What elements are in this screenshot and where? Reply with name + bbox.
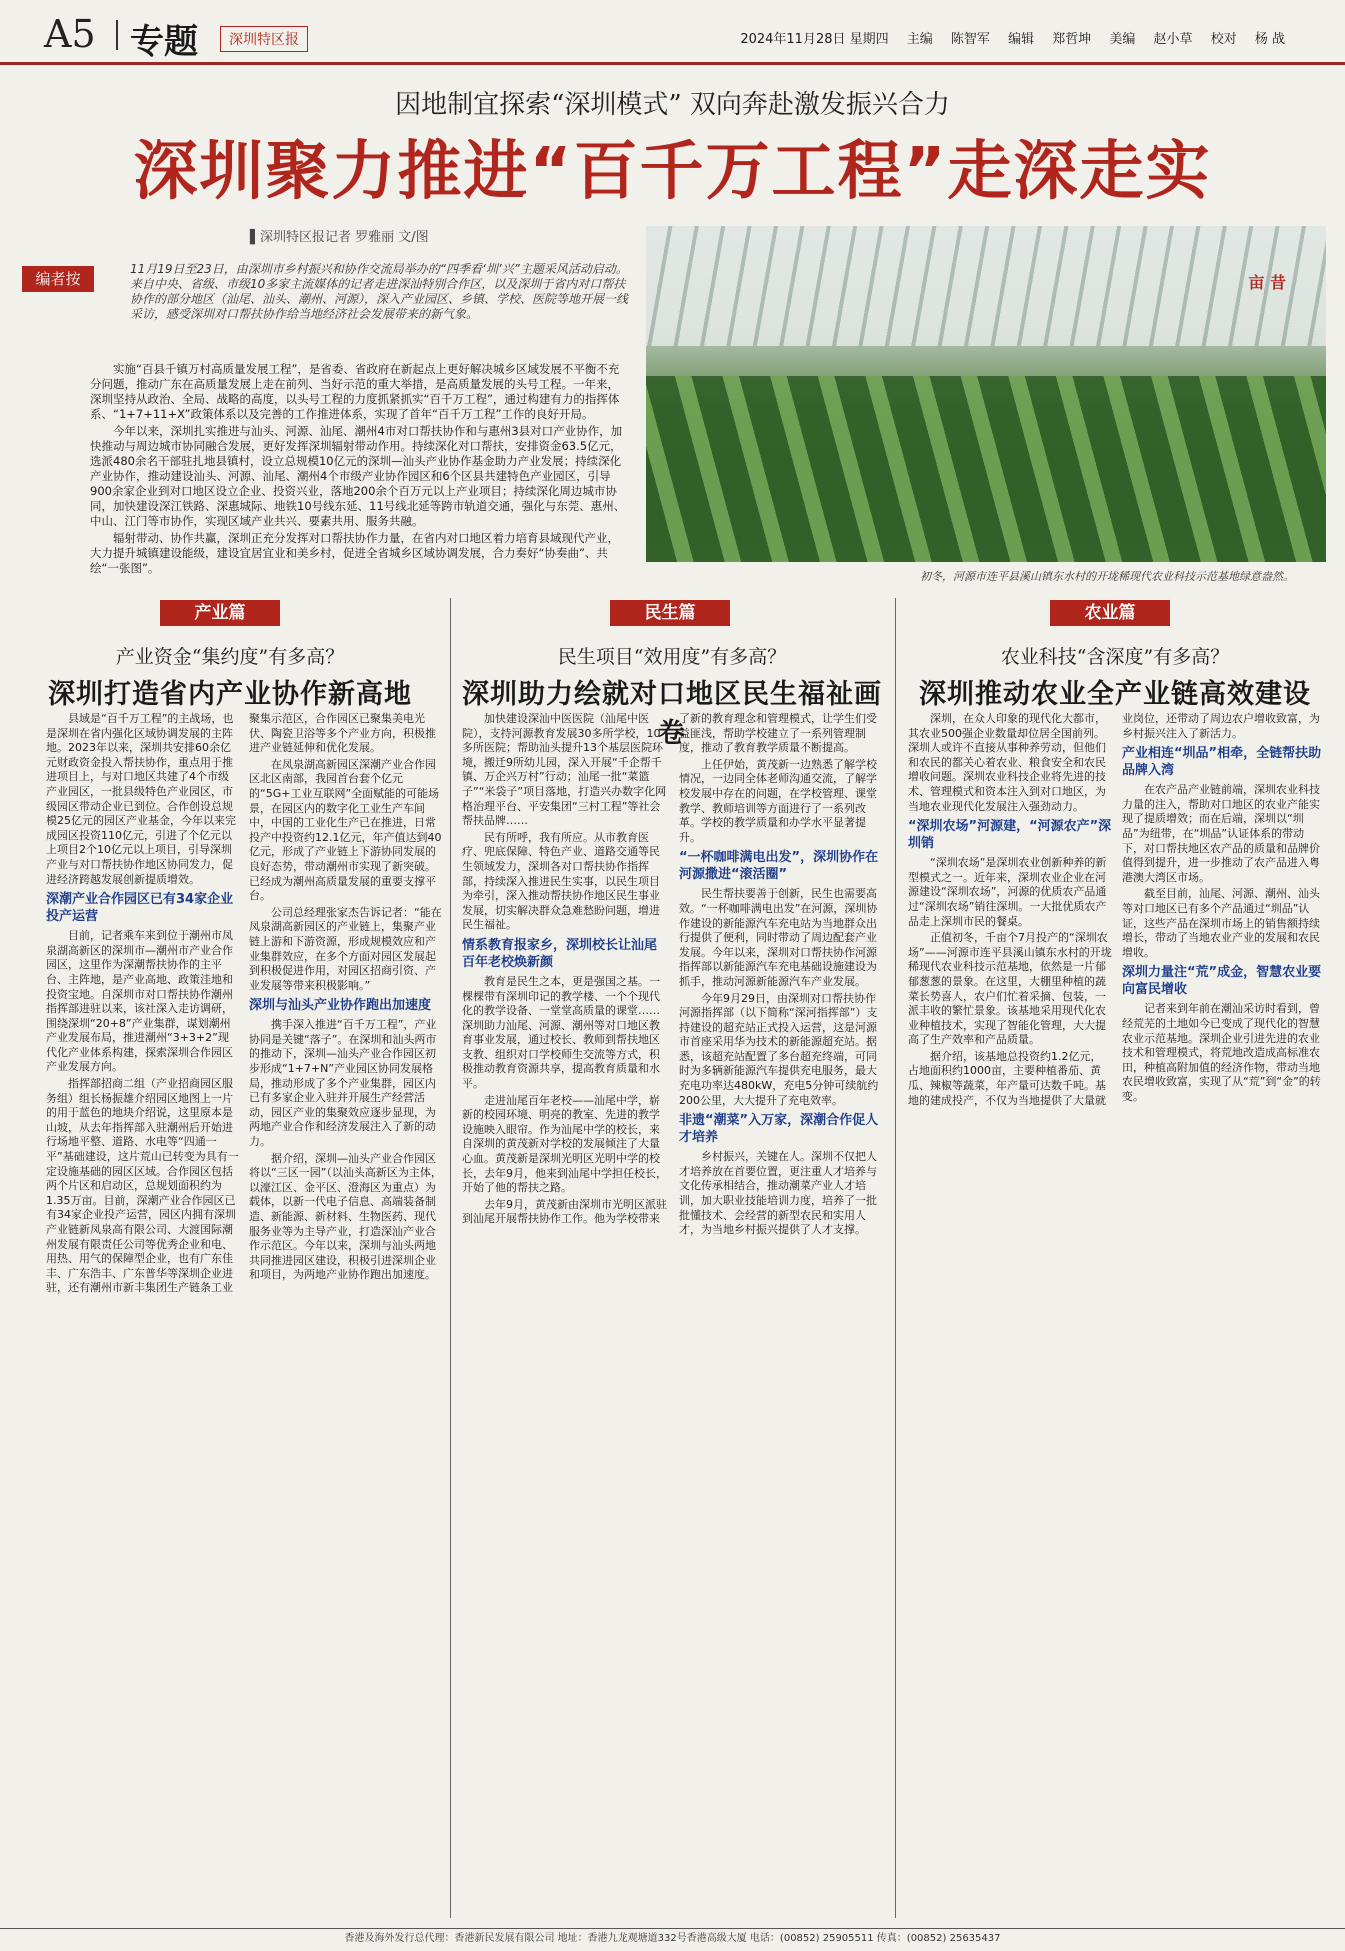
designer-role: 美编	[1109, 32, 1136, 47]
livelihood-title: 深圳助力绘就对口地区民生福祉画卷	[462, 679, 882, 749]
sub-heading: 深潮产业合作园区已有34家企业投产运营	[46, 892, 234, 925]
agriculture-section-tag: 农业篇	[1050, 600, 1170, 626]
agriculture-title: 深圳推动农业全产业链高效建设	[919, 679, 1311, 710]
greenhouse-roof	[646, 226, 1326, 346]
article-subtitle: 因地制宜探索“深圳模式” 双向奔赴激发振兴合力	[395, 90, 950, 120]
body-paragraph: 据介绍，该基地总投资约1.2亿元，占地面积约1000亩，主要种植番茄、黄瓜、辣椒等蔬菜，年产量可达数千吨。基地的建成投产，不仅为当地提供了大量就业岗位，还带动了周边农户增收致富，为乡村振兴注入了新活力。	[908, 712, 1320, 1107]
body-paragraph: 加快建设深汕中医医院（汕尾中医院），支持河源教育发展30多所学校，10多所医院；帮助汕头提升13个基层医院环境，搬迁9所幼儿园，深入开展“千企帮千镇、万企兴万村”行动；汕尾一批“菜篮子”“米袋子”项目落地，打造兴办数字化网格治理平台、平安集团“三村工程”等社会帮扶品牌……	[462, 712, 667, 828]
sub-heading: 深圳与汕头产业协作跑出加速度	[249, 998, 432, 1014]
photo-sign: 亩 昔	[1248, 273, 1286, 292]
column-divider	[895, 598, 896, 1918]
body-paragraph: “深圳农场”是深圳农业创新种养的新型模式之一。近年来，深圳农业企业在河源建设“深圳农场”，河源的优质农产品通过“深圳农场”销往深圳。一大批优质农产品走上深圳市民的餐桌。	[908, 856, 1107, 928]
editor-note: 11月19日至23日，由深圳市乡村振兴和协作交流局举办的“四季看‘圳’兴”主题采风活动启动。来自中央、省级、市级10多家主流媒体的记者走进深汕特别合作区，以及深圳于省内对口帮扶协作的部分地区（汕尾、汕头、潮州、河源），深入产业园区、乡镇、学校、医院等地开展一线采访，感受深圳对口帮扶协作给当地经济社会发展带来的新气象。	[130, 262, 629, 321]
sub-heading: “深圳农场”河源建，“河源农产”深圳销	[908, 819, 1112, 852]
page-header	[0, 0, 1345, 65]
industry-subtitle: 产业资金“集约度”有多高？	[115, 646, 345, 668]
body-paragraph: 记者来到年前在潮汕采访时看到，曾经荒芜的土地如今已变成了现代化的智慧农业示范基地。深圳企业引进先进的农业技术和管理模式，将荒地改造成高标准农田，种植高附加值的经济作物，带动当地农民增收致富，实现了从“荒”到“金”的转变。	[1122, 1002, 1321, 1103]
body-paragraph: 走进汕尾百年老校——汕尾中学，崭新的校园环境、明亮的教室、先进的教学设施映入眼帘。作为汕尾中学的校长，来自深圳的黄茂新对学校的发展倾注了大量心血。黄茂新是深圳光明区光明中学的校长，去年9月，他来到汕尾中学担任校长，开始了他的帮扶之路。	[462, 1093, 667, 1195]
editor-role: 主编	[906, 32, 933, 47]
body-paragraph: 截至目前，汕尾、河源、潮州、汕头等对口地区已有多个产品通过“圳品”认证，这些产品在深圳市场上的销售额持续增长，带动了当地农业产业的发展和农民增收。	[1122, 887, 1320, 959]
header-divider	[116, 20, 118, 50]
sub-heading: 产业相连“圳品”相牵，全链帮扶助品牌入湾	[1122, 746, 1322, 779]
body-paragraph: 目前，记者乘车来到位于潮州市凤泉湖高新区的深圳市—潮州市产业合作园区，这里作为深潮帮扶协作的主平台、主阵地，是产业高地、政策洼地和投资宝地。自深圳市对口帮扶协作潮州指挥部进驻以来，该社深入走访调研，围绕深圳“20+8”产业集群，谋划潮州产业发展布局，推进潮州“3+3+2”现代化产业体系构建，探索深圳合作园区产业发展方向。	[46, 929, 233, 1074]
body-paragraph: 在凤泉湖高新园区深潮产业合作园区北区南部，我园首台套个亿元的“5G+工业互联网”全面赋能的可能场景，在园区内的数字化工业生产车间中，中国的工业化生产已在推进，日常投产中投资约12.1亿元，年产值达到40亿元，形成了产业链上下游协同发展的良好态势，带动潮州市实现了新突破。已经成为潮州高质量发展的重要支撑平台。	[249, 757, 442, 903]
newspaper-logo: 深圳特区报	[220, 26, 308, 52]
body-paragraph: 深圳，在众人印象的现代化大都市，其农业500强企业数量却位居全国前列。深圳人或许不直接从事种养劳动，但他们和农民的都关心着农业、粮食安全和农民增收问题。深圳农业科技企业将先进的技术、管理模式和资本注入到对口地区，为当地农业现代化发展注入强劲动力。	[908, 712, 1106, 813]
body-paragraph: 指挥部招商二组（产业招商园区服务组）组长杨振雄介绍园区地图上一片的用于蓝色的地块介绍说，这里原本是山坡，从去年指挥部入驻潮州后开始进行场地平整、道路、水电等“四通一平”基础建设，这片荒山已转变为具有一定设施基础的园区区域。合作园区包括两个片区和启动区，总规划面积约为1.35万亩。目前，深潮产业合作园区已有34家企业投产运营，园区内拥有深圳产业链新凤泉高有限公司、大渡国际潮州发展有限责任公司等优秀企业和电、用热、用气的保障型企业，也有广东佳丰、广东浩丰、广东普华等深圳企业进驻，还有潮州市新丰集团生产链条工业聚集示范区，合作园区已聚集美电光伏、陶瓷卫浴等多个产业方向，积极推进产业链延伸和优化发展。	[46, 712, 436, 1295]
agriculture-column	[908, 712, 1326, 1924]
body-paragraph: 民有所呼，我有所应。从市教育医疗、兜底保障、特色产业、道路交通等民生领域发力，深圳各对口帮扶协作指挥部，持续深入推进民生实事，以民生项目为牵引，深入推动帮扶协作地区民生事业发展，切实解决群众急难愁盼问题，增进民生福祉。	[462, 830, 660, 932]
body-paragraph: 上任伊始，黄茂新一边熟悉了解学校情况，一边同全体老师沟通交流，了解学校发展中存在的问题，在学校管理、课堂教学、教师培训等方面进行了一系列改革。学校的教学质量和办学水平显著提升。	[679, 757, 877, 844]
compiler-role: 编辑	[1008, 32, 1035, 47]
intro-text	[90, 362, 630, 575]
industry-column	[46, 712, 442, 1924]
compiler-name: 郑哲坤	[1052, 32, 1092, 47]
proof-name: 杨 战	[1254, 32, 1285, 47]
greenhouse-photo	[646, 226, 1326, 562]
intro-paragraph: 今年以来，深圳扎实推进与汕头、河源、汕尾、潮州4市对口帮扶协作和与惠州3县对口产业协作，加快推动与周边城市协同融合发展，更好发挥深圳辐射带动作用。持续深化对口帮扶，安排资金63.5亿元，选派480余名干部驻扎地县镇村，设立总规模10亿元的深圳—汕头产业协作基金助力产业发展；持续深化产业协作，推动建设汕头、河源、汕尾、潮州4个市级产业协作园区和6个区县共建特色产业园区，引导900余家企业到对口地区设立企业、投资兴业，落地200余个百万元以上产业项目；持续深化周边城市协同，加快建设深江铁路、深惠城际、地铁10号线东延、11号线北延等跨市轨道交通，强化与东莞、惠州、中山、江门等市协作，实现区域产业共兴、要素共用、服务共融。	[90, 424, 626, 528]
sub-heading: 非遗“潮菜”入万家，深潮合作促人才培养	[679, 1113, 879, 1146]
livelihood-subtitle: 民生项目“效用度”有多高？	[557, 646, 787, 668]
body-paragraph: 去年9月，黄茂新由深圳市光明区派驻到汕尾开展帮扶协作工作。他为学校带来了新的教育理念和管理模式，让学生们受益匪浅，帮助学校建立了一系列管理制度，推动了教育教学质量不断提高。	[462, 712, 877, 1226]
page-number: A5	[44, 12, 96, 56]
intro-paragraph: 实施“百县千镇万村高质量发展工程”，是省委、省政府在新起点上更好解决城乡区域发展不平衡不充分问题，推动广东在高质量发展上走在前列、当好示范的重大举措，是高质量发展的头号工程。一年来，深圳坚持从政治、全局、战略的高度，以头号工程的力度抓紧抓实“百千万工程”，通过构建有力的指挥体系、“1+7+11+X”政策体系以及完善的工作推进体系，实现了首年“百千万工程”工作的良好开局。	[90, 362, 620, 421]
issue-date: 2024年11月28日 星期四	[740, 32, 889, 47]
photo-caption: 初冬，河源市连平县溪山镇东水村的开垅稀现代农业科技示范基地绿意盎然。	[920, 570, 1294, 583]
body-paragraph: 据介绍，深圳—汕头产业合作园区将以“三区一园”（以汕头高新区为主体，以濠江区、金平区、澄海区为重点）为载体，以新一代电子信息、高端装备制造、新能源、新材料、生物医药、现代服务业等为主导产业，打造深汕产业合作示范区。今年以来，深圳与汕头两地共同推进园区建设，积极引进深圳企业和项目，为两地产业协作跑出加速度。	[249, 1151, 442, 1282]
body-paragraph: 携手深入推进“百千万工程”，产业协同是关键“落子”。在深圳和汕头两市的推动下，深圳—汕头产业合作园区初步形成“1+7+N”产业园区协同发展格局，推动形成了多个产业集群，园区内已有多家企业入驻并开展生产经营活动，园区产业的集聚效应逐步显现，为两地产业合作和经济发展注入了新的动力。	[249, 1018, 437, 1149]
livelihood-section-tag: 民生篇	[610, 600, 730, 626]
proof-role: 校对	[1210, 32, 1237, 47]
body-paragraph: 公司总经理张家杰告诉记者：“能在凤泉湖高新园区的产业链上，集聚产业链上游和下游资源，形成规模效应和产业集群效应，在多个方面对园区发展起到积极促进作用，对园区招商引资、产业发展等带来积极影响。”	[249, 905, 442, 992]
agriculture-subtitle: 农业科技“含深度”有多高？	[1000, 646, 1230, 668]
body-paragraph: 教育是民生之本，更是强国之基。一棵棵带有深圳印记的教学楼、一个个现代化的教学设备、一堂堂高质量的课堂……深圳助力汕尾、河源、潮州等对口地区教育事业发展，通过校长、教师到帮扶地区支教、组织对口学校师生交流等方式，积极推动教育资源共享，提高教育质量和水平。	[462, 974, 660, 1091]
body-paragraph: 民生帮扶要善于创新，民生也需要高效。“一杯咖啡满电出发”在河源，深圳协作建设的新能源汽车充电站为当地群众出行提供了便利，同时带动了周边配套产业发展。今年以来，深圳对口帮扶协作河源指挥部以新能源汽车充电基础设施建设为抓手，推动河源新能源汽车产业发展。	[679, 887, 878, 988]
article-byline: ▌深圳特区报记者 罗雅丽 文/图	[250, 230, 429, 245]
intro-paragraph: 辐射带动、协作共赢，深圳正充分发挥对口帮扶协作力量，在省内对口地区着力培育县域现代产业，大力提升城镇建设能级，建设宜居宜业和美乡村，促进全省城乡区域协调发展，合力奏好“协奏曲”、共绘“一张图”。	[90, 531, 619, 575]
body-paragraph: 今年9月29日，由深圳对口帮扶协作河源指挥部（以下简称“深河指挥部”）支持建设的超充站正式投入运营，这是河源市首座采用华为技术的新能源超充站。据悉，该超充站配置了多台超充终端，可同时为多辆新能源汽车提供充电服务，最大充电功率达480kW，充电5分钟可续航约200公里，大大提升了充电效率。	[679, 991, 879, 1107]
crop-rows	[646, 376, 1326, 562]
section-name: 专题	[130, 22, 198, 62]
column-divider	[450, 598, 451, 1918]
industry-title: 深圳打造省内产业协作新高地	[48, 679, 412, 710]
livelihood-column	[462, 712, 886, 1924]
designer-name: 赵小草	[1153, 32, 1193, 47]
editor-note-tag: 编者按	[22, 266, 94, 292]
sub-heading: 深圳力量注“荒”成金，智慧农业要向富民增收	[1122, 965, 1322, 998]
sub-heading: 情系教育报家乡，深圳校长让汕尾百年老校焕新颜	[462, 937, 658, 970]
page-footer: 香港及海外发行总代理：香港新民发展有限公司 地址：香港九龙观塘道332号香港高级大厦 电话：(00852) 25905511 传真：(00852) 25635437	[0, 1928, 1345, 1951]
editor-name: 陈智军	[950, 32, 990, 47]
body-paragraph: 在农产品产业链前端，深圳农业科技力量的注入，帮助对口地区的农业产能实现了提质增效；而在后端，深圳以“圳品”为纽带，在“圳品”认证体系的带动下，对口帮扶地区农产品的质量和品牌价值得到提升，进一步推动了农产品进入粤港澳大湾区市场。	[1122, 783, 1320, 884]
industry-section-tag: 产业篇	[160, 600, 280, 626]
body-paragraph: 正值初冬，千亩个7月投产的“深圳农场”——河源市连平县溪山镇东水村的开垅稀现代农业科技示范基地，依然是一片郁郁葱葱的景象。在这里，大棚里种植的蔬菜长势喜人，农户们忙着采摘、包装，一派丰收的繁忙景象。该基地采用现代化农业种植技术，实现了智能化管理，大大提高了生产效率和产品质量。	[908, 931, 1112, 1047]
sub-heading: “一杯咖啡满电出发”，深圳协作在河源撒进“滚活圈”	[679, 850, 879, 883]
body-paragraph: 乡村振兴，关键在人。深圳不仅把人才培养放在首要位置，更注重人才培养与文化传承相结合，推动潮菜产业人才培训，加大职业技能培训力度，培养了一批批懂技术、会经营的新型农民和实用人才，为当地乡村振兴提供了人才支撑。	[679, 1150, 877, 1237]
header-meta	[726, 28, 1285, 47]
body-paragraph: 县域是“百千万工程”的主战场，也是深圳在省内强化区域协调发展的主阵地。2023年以来，深圳共安排60余亿元财政资金投入帮扶协作，重点用于推进项目上，与对口地区共建了4个市级产业园区，一批县级特色产业园区，市级园区带动企业已到位。合作创设总规模25亿元的园区产业基金，今年以来完成园区投资110亿元，引进了个亿元以上项目2个10亿元以上项目，引导深圳产业与对口帮扶协作地区协同发力，促进经济跨越发展创新提质增效。	[46, 712, 236, 886]
article-title: 深圳聚力推进“百千万工程”走深走实	[133, 135, 1212, 209]
